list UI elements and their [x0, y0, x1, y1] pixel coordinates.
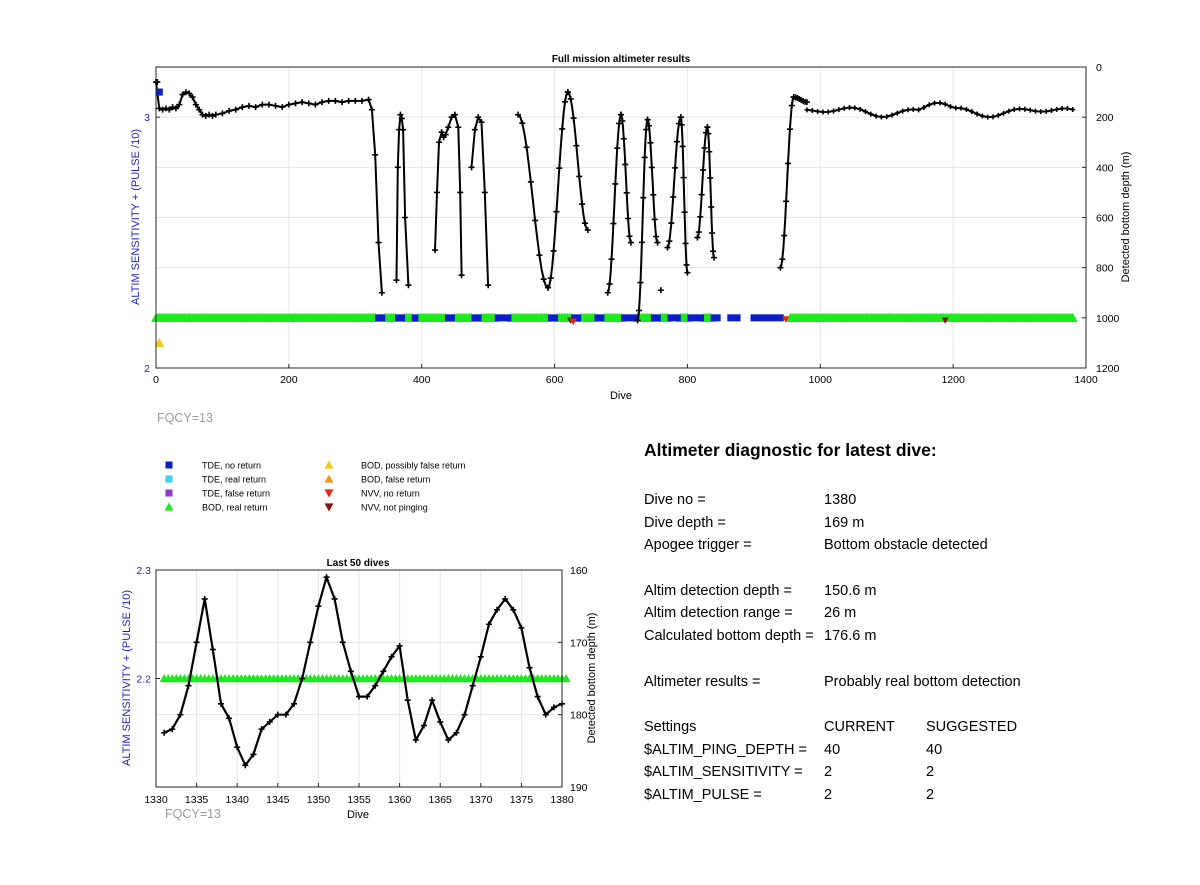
top-x-tick-label: 600 [545, 374, 564, 386]
legend-label: NVV, not pinging [361, 502, 428, 513]
detection-depth-value: 150.6 m [824, 582, 877, 599]
dive-depth-label: Dive depth = [644, 514, 726, 531]
legend-label: BOD, possibly false return [361, 460, 466, 471]
tde-marker [472, 314, 482, 321]
dive-no-value: 1380 [824, 492, 857, 508]
bottom-x-tick-label: 1330 [144, 794, 168, 806]
ping-depth-label: $ALTIM_PING_DEPTH = [644, 741, 807, 758]
legend-label: TDE, real return [202, 474, 267, 485]
dive-no-label: Dive no = [644, 492, 706, 508]
detection-range-label: Altim detection range = [644, 605, 793, 622]
sensitivity-suggested: 2 [926, 764, 935, 781]
bottom-y-tick-label: 2.2 [136, 673, 151, 686]
bottom-chart-title: Last 50 dives [326, 558, 390, 569]
tde-marker [548, 314, 558, 321]
top-x-label: Dive [609, 390, 633, 402]
tde-marker [687, 314, 704, 321]
pulse-suggested: 2 [926, 786, 935, 803]
top-y-tick-label: 3 [144, 112, 150, 125]
fqcy-top-label: FQCY=13 [157, 411, 213, 425]
legend-marker [165, 503, 174, 511]
pulse-row [644, 784, 1164, 807]
top-chart-title: Full mission altimeter results [551, 54, 691, 65]
top-x-tick-label: 1000 [808, 374, 832, 386]
legend-marker [325, 461, 334, 469]
bottom-x-label: Dive [346, 809, 370, 821]
legend [165, 461, 466, 513]
pulse-current: 2 [824, 786, 833, 803]
top-y2-tick-label: 200 [1096, 112, 1114, 125]
top-x-tick-label: 1200 [941, 374, 965, 386]
settings-label: Settings [644, 718, 697, 735]
altimeter-diagnostic-panel [644, 440, 1164, 807]
outlier-tde [156, 89, 163, 96]
ping-depth-suggested: 40 [926, 741, 943, 758]
sensitivity-row [644, 761, 1164, 784]
dive-no-row [644, 489, 1164, 512]
tde-marker [751, 314, 784, 321]
full-mission-chart [130, 54, 1132, 402]
top-y2-label: Detected bottom depth (m) [1120, 151, 1132, 283]
detection-range-value: 26 m [824, 605, 857, 622]
bottom-y2-tick-label: 190 [570, 782, 588, 794]
bottom-x-tick-label: 1365 [428, 794, 452, 806]
top-x-tick-label: 1400 [1074, 374, 1098, 386]
bottom-y-tick-label: 2.3 [136, 565, 151, 577]
top-x-tick-label: 400 [412, 374, 431, 386]
top-x-tick-label: 0 [153, 374, 159, 386]
legend-marker [325, 489, 334, 497]
calculated-depth-row [644, 625, 1164, 648]
last-50-dives-chart [121, 558, 598, 821]
bottom-x-tick-label: 1340 [225, 794, 249, 806]
bottom-y2-tick-label: 160 [570, 565, 588, 577]
top-y2-tick-label: 1200 [1096, 363, 1120, 375]
settings-header-row [644, 716, 1164, 739]
top-y2-tick-label: 600 [1096, 212, 1114, 225]
calculated-depth-label: Calculated bottom depth = [644, 628, 814, 645]
top-y2-tick-label: 400 [1096, 162, 1114, 175]
tde-marker [651, 314, 661, 321]
detection-depth-row [644, 580, 1164, 603]
top-y2-tick-label: 800 [1096, 262, 1114, 275]
dive-depth-row [644, 512, 1164, 535]
top-y-tick-label: 2 [144, 363, 150, 375]
apogee-value: Bottom obstacle detected [824, 537, 988, 554]
bottom-x-tick-label: 1345 [266, 794, 290, 806]
top-x-tick-label: 800 [678, 374, 697, 386]
legend-label: BOD, real return [202, 502, 268, 513]
bottom-y2-tick-label: 170 [570, 637, 588, 650]
legend-marker [166, 476, 173, 483]
pulse-label: $ALTIM_PULSE = [644, 786, 762, 803]
results-row [644, 671, 1164, 694]
top-x-tick-label: 200 [280, 374, 298, 386]
legend-marker [166, 490, 173, 497]
apogee-row [644, 534, 1164, 557]
legend-marker [325, 475, 334, 483]
legend-label: TDE, no return [202, 460, 262, 471]
detection-depth-label: Altim detection depth = [644, 582, 792, 599]
current-header: CURRENT [824, 718, 895, 735]
tde-marker [727, 314, 740, 321]
ping-depth-row [644, 739, 1164, 762]
legend-label: BOD, false return [361, 474, 431, 485]
results-label: Altimeter results = [644, 673, 761, 690]
legend-label: TDE, false return [202, 488, 271, 499]
apogee-label: Apogee trigger = [644, 537, 752, 554]
fqcy-bottom-label: FQCY=13 [165, 807, 221, 821]
legend-marker [166, 462, 173, 469]
detection-range-row [644, 602, 1164, 625]
bottom-x-tick-label: 1350 [306, 794, 331, 806]
tde-marker [594, 314, 604, 321]
suggested-header: SUGGESTED [926, 718, 1018, 735]
top-bod-markers [151, 313, 1078, 322]
tde-marker [412, 314, 419, 321]
bottom-x-tick-label: 1380 [550, 794, 574, 806]
top-y2-tick-label: 1000 [1096, 312, 1120, 325]
legend-label: NVV, no return [361, 488, 420, 499]
top-y2-tick-label: 0 [1096, 62, 1102, 74]
tde-marker [445, 314, 455, 321]
tde-marker [375, 314, 385, 321]
bottom-y-label: ALTIM SENSITIVITY + (PULSE /10) [121, 590, 133, 766]
legend-marker [325, 503, 334, 511]
diagnostic-title: Altimeter diagnostic for latest dive: [644, 440, 937, 460]
bottom-x-tick-label: 1375 [509, 794, 534, 806]
results-value: Probably real bottom detection [824, 673, 1021, 690]
tde-marker [395, 314, 405, 321]
bottom-y2-tick-label: 180 [570, 709, 588, 722]
dive-depth-value: 169 m [824, 514, 865, 531]
sensitivity-current: 2 [824, 764, 833, 781]
tde-marker [495, 314, 512, 321]
tde-marker [668, 314, 681, 321]
ping-depth-current: 40 [824, 741, 841, 758]
bottom-x-tick-label: 1370 [469, 794, 493, 806]
bottom-x-tick-label: 1335 [184, 794, 209, 806]
bottom-x-tick-label: 1355 [347, 794, 371, 806]
bottom-y2-label: Detected bottom depth (m) [586, 612, 598, 744]
top-y-label: ALTIM SENSITIVITY + (PULSE /10) [130, 129, 142, 305]
bottom-x-tick-label: 1360 [387, 794, 412, 806]
tde-marker [711, 314, 721, 321]
calculated-depth-value: 176.6 m [824, 628, 877, 645]
sensitivity-label: $ALTIM_SENSITIVITY = [644, 764, 803, 781]
